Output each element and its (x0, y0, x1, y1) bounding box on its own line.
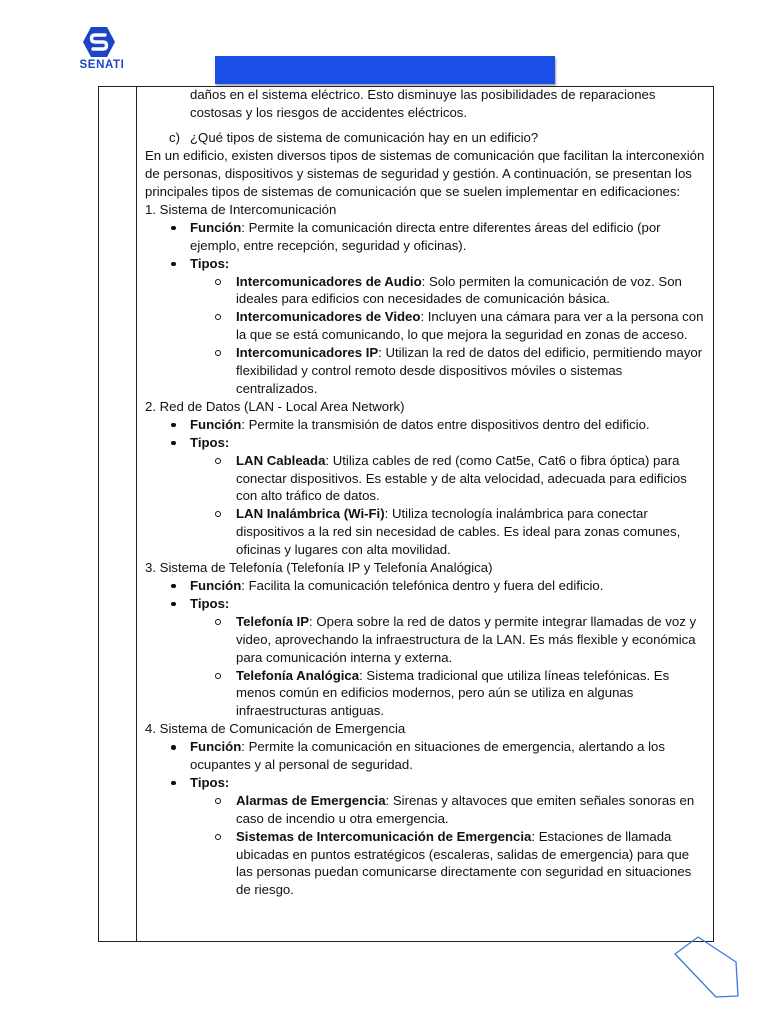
intro-continuation-line-2: costosas y los riesgos de accidentes eléctricos. (190, 104, 468, 120)
funcion-item (145, 577, 707, 595)
funcion-label: Función (190, 739, 242, 755)
senati-emblem-icon (82, 26, 116, 58)
section-heading: 1. Sistema de Intercomunicación (145, 201, 337, 217)
tipo-name: LAN Cableada (236, 452, 326, 468)
tipo-name: Telefonía IP (236, 613, 310, 629)
tipo-desc: : Utiliza tecnología inalámbrica para conectar dispositivos a la red sin necesidad de cables. Es ideal para zonas comunes, oficinas y lugares con alta movilidad. (236, 506, 681, 558)
tipos-list (190, 273, 707, 398)
tipos-label: Tipos: (190, 255, 230, 271)
header-banner (215, 56, 555, 84)
question-marker: c) (169, 130, 180, 146)
tipo-item (189, 828, 707, 900)
funcion-text: : Permite la transmisión de datos entre dispositivos dentro del edificio. (241, 416, 650, 432)
tipo-item (189, 452, 707, 506)
section-heading: 2. Red de Datos (LAN - Local Area Network) (145, 398, 405, 414)
funcion-item (145, 416, 707, 434)
tipo-name: Intercomunicadores de Video (236, 309, 421, 325)
tipos-label: Tipos: (190, 774, 230, 790)
tipo-desc: : Sirenas y altavoces que emiten señales sonoras en caso de incendio u otra emergencia. (236, 792, 695, 826)
tipos-list (190, 452, 707, 559)
tipo-item (189, 792, 707, 828)
tipo-desc: : Utilizan la red de datos del edificio, permitiendo mayor flexibilidad y control remoto desde dispositivos móviles o sistemas centralizados. (236, 345, 703, 396)
tipos-item (145, 595, 707, 720)
tipo-item (189, 667, 707, 721)
funcion-label: Función (190, 416, 242, 432)
tipo-desc: : Opera sobre la red de datos y permite integrar llamadas de voz y video, aprovechando la infraestructura de la LAN. Es más flexible y económica para comunicación interna y externa. (236, 613, 697, 665)
section-heading: 3. Sistema de Telefonía (Telefonía IP y Telefonía Analógica) (145, 560, 493, 576)
funcion-text: : Permite la comunicación en situaciones de emergencia, alertando a los ocupantes y al personal de seguridad. (190, 739, 665, 773)
tipos-list (190, 792, 707, 899)
tipo-desc: : Solo permiten la comunicación de voz. Son ideales para edificios con necesidades de comunicación básica. (236, 273, 682, 307)
funcion-label: Función (190, 577, 242, 593)
funcion-text: : Permite la comunicación directa entre diferentes áreas del edificio (por ejemplo, entre recepción, seguridad y oficinas). (190, 219, 661, 253)
tipo-name: Intercomunicadores IP (236, 345, 379, 361)
funcion-item (145, 738, 707, 774)
tipos-label: Tipos: (190, 434, 230, 450)
intro-continuation-line-1: daños en el sistema eléctrico. Esto disminuye las posibilidades de reparaciones (190, 87, 656, 102)
section-list (145, 416, 707, 559)
section-list (145, 577, 707, 720)
tipo-name: Telefonía Analógica (236, 667, 360, 683)
document-body (145, 86, 707, 899)
tipo-item (189, 505, 707, 559)
senati-logo (68, 26, 130, 76)
intro-paragraph: En un edificio, existen diversos tipos de sistemas de comunicación que facilitan la interconexión de personas, dispositivos y sistemas de seguridad y gestión. A continuación, se presentan los principales tipos de sistemas de comunicación que se suelen implementar en edificaciones: (145, 148, 705, 200)
question-text: ¿Qué tipos de sistema de comunicación hay en un edificio? (190, 130, 539, 146)
tipo-name: Intercomunicadores de Audio (236, 273, 422, 289)
section-list (145, 738, 707, 899)
tipo-desc: : Utiliza cables de red (como Cat5e, Cat6 o fibra óptica) para conectar dispositivos. Es estable y de alta velocidad, adecuada para edificios con alto tráfico de datos. (236, 452, 687, 504)
tipos-label: Tipos: (190, 595, 230, 611)
funcion-item (145, 219, 707, 255)
tipo-name: LAN Inalámbrica (Wi-Fi) (236, 506, 385, 522)
section-list (145, 219, 707, 398)
tipo-name: Sistemas de Intercomunicación de Emergencia (236, 828, 532, 844)
tipo-name: Alarmas de Emergencia (236, 792, 386, 808)
tipo-item (189, 308, 707, 344)
question-c (145, 129, 707, 147)
corner-decoration-icon (672, 934, 744, 1002)
tipos-list (190, 613, 707, 720)
tipo-desc: : Incluyen una cámara para ver a la persona con la que se está comunicando, lo que mejora la seguridad en zonas de acceso. (236, 309, 704, 343)
tipo-item (189, 344, 707, 398)
logo-text: SENATI (79, 59, 125, 71)
tipo-item (189, 273, 707, 309)
tipos-item (145, 774, 707, 899)
tipo-desc: : Sistema tradicional que utiliza líneas telefónicas. Es menos común en edificios modernos, pero aún se utiliza en algunas infraestructuras antiguas. (236, 667, 670, 719)
tipos-item (145, 434, 707, 559)
funcion-text: : Facilita la comunicación telefónica dentro y fuera del edificio. (241, 577, 604, 593)
funcion-label: Función (190, 219, 242, 235)
column-divider (136, 87, 137, 941)
tipo-desc: : Estaciones de llamada ubicadas en puntos estratégicos (escaleras, salidas de emergencia) para que las personas puedan comunicarse directamente con seguridad en situaciones de riesgo. (236, 828, 692, 898)
section-heading: 4. Sistema de Comunicación de Emergencia (145, 721, 406, 737)
tipos-item (145, 255, 707, 398)
tipo-item (189, 613, 707, 667)
